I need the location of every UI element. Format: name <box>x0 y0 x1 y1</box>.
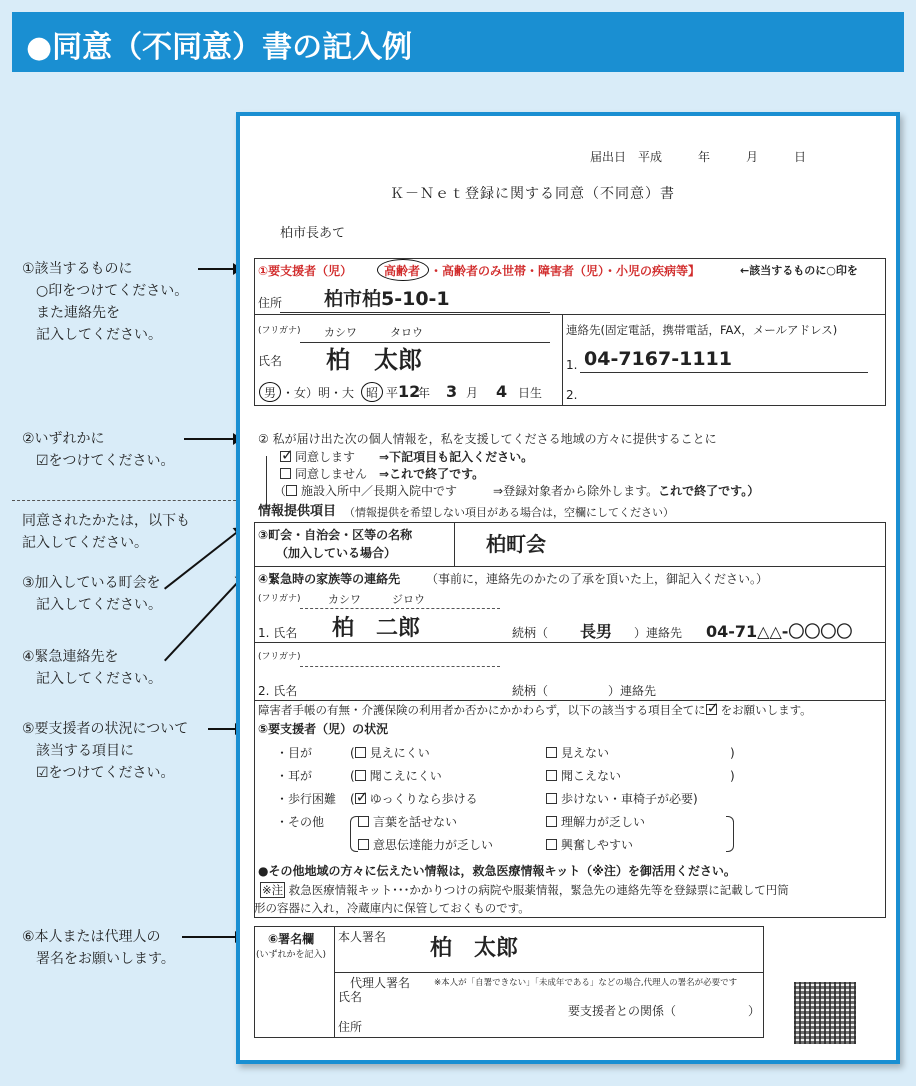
s4-relation-label: 続柄（ <box>512 626 549 640</box>
s4-furigana-line <box>300 608 500 609</box>
s2-lead: ② 私が届け出た次の個人情報を，私を支援してくださる地域の方々に提供することに <box>258 432 717 446</box>
s5-row-walk-key: ・歩行困難 <box>276 792 337 806</box>
s1-label: ①要支援者（児） <box>258 264 353 278</box>
s3-label-2: （加入している場合） <box>276 546 397 560</box>
kit-note-1: ※注 救急医療情報キット･･･かかりつけの病院や服薬情報，緊急先の連絡先等を登録票に記載して円筒 <box>262 883 789 897</box>
s3-vdivider <box>454 522 455 566</box>
gender-rest: ・女）明・大 <box>282 386 355 400</box>
s6-label: ⑥署名欄 <box>268 932 315 946</box>
info-title: 情報提供項目 <box>258 504 337 519</box>
s1-categories: ・高齢者のみ世帯・障害者（児）・小児の疾病等】 <box>430 264 701 278</box>
kit-note-2: 形の容器に入れ，冷蔵庫内に保管しておくものです。 <box>254 901 530 915</box>
brace-left <box>350 816 358 852</box>
checkbox-icon[interactable] <box>286 485 297 496</box>
checkbox-icon[interactable] <box>546 816 557 827</box>
address-underline <box>280 312 550 313</box>
birth-year: 12 <box>398 382 421 401</box>
contact1-value: 04-7167-1111 <box>584 348 732 370</box>
form-title: Ｋ－Ｎｅｔ登録に関する同意（不同意）書 <box>390 186 675 202</box>
name-value: 柏 太郎 <box>326 346 422 374</box>
day-label: 日生 <box>518 386 543 400</box>
checkbox-icon[interactable] <box>355 793 366 804</box>
s2-option-agree[interactable]: ✓同意します ⇒下記項目も記入ください。 <box>280 450 533 464</box>
arrow-4 <box>164 580 240 662</box>
s4-relation-value: 長男 <box>580 622 613 641</box>
s5-row-other2-b[interactable]: 興奮しやすい <box>546 838 633 852</box>
furigana-underline <box>300 342 550 343</box>
note-intro: 同意されたかたは，以下も 記入してください。 <box>22 513 190 551</box>
consent-form <box>236 112 900 1064</box>
signature-vdivider <box>334 926 335 1038</box>
s5-label: ⑤要支援者（児）の状況 <box>258 722 389 736</box>
contact2-no: 2. <box>566 388 578 402</box>
s1-circled-category: 高齢者 <box>384 264 421 278</box>
checkbox-icon[interactable] <box>355 747 366 758</box>
qr-code-icon <box>794 982 856 1044</box>
kit-note-tag: ※注 <box>262 883 284 897</box>
divider <box>12 500 236 501</box>
s4-phone1: 04-71△△-〇〇〇〇 <box>706 622 853 641</box>
s5-row-walk-b[interactable]: 歩けない・車椅子が必要) <box>546 792 698 806</box>
arrow-1 <box>198 268 234 270</box>
birth-month: 3 <box>446 382 458 401</box>
note-1: ①該当するものに ○印をつけてください。 また連絡先を 記入してください。 <box>22 261 189 343</box>
self-signature-label: 本人署名 <box>338 930 387 944</box>
s5-preface: 障害者手帳の有無・介護保険の利用者か否かにかかわらず，以下の該当する項目全てに✓ をお願いします。 <box>258 704 812 718</box>
checkbox-icon[interactable] <box>546 839 557 850</box>
contact1-underline <box>580 372 868 373</box>
proxy-signature-label: 代理人署名 <box>350 976 411 990</box>
s1-hint: ←該当するものに○印を <box>740 264 858 277</box>
s5-row-other-b[interactable]: 理解力が乏しい <box>546 815 645 829</box>
circle-mark <box>259 382 281 402</box>
name-label: 氏名 <box>258 354 283 368</box>
s4-name1-label: 1. 氏名 <box>258 626 298 640</box>
note-6: ⑥本人または代理人の 署名をお願いします。 <box>22 929 175 967</box>
s3-divider <box>254 566 886 567</box>
s4-contact-label: ）連絡先 <box>634 626 683 640</box>
address-label: 住所 <box>258 296 283 310</box>
contact-label: 連絡先(固定電話，携帯電話，FAX，メールアドレス) <box>566 323 838 337</box>
section-1-vdivider <box>562 314 563 406</box>
note-4: ④緊急連絡先を 記入してください。 <box>22 649 162 687</box>
proxy-signature-note: ※本人が「自署できない」「未成年である」などの場合,代理人の署名が必要です <box>434 978 738 988</box>
section-1-divider <box>254 314 886 315</box>
arrow-5 <box>208 728 236 730</box>
checkbox-icon[interactable] <box>355 770 366 781</box>
info-note: （情報提供を希望しない項目がある場合は，空欄にしてください） <box>344 506 674 519</box>
s4-note: （事前に，連絡先のかたの了承を頂いた上，御記入ください。） <box>426 572 769 586</box>
circle-mark <box>377 259 429 281</box>
s3-value: 柏町会 <box>486 532 546 556</box>
checkbox-icon[interactable] <box>280 451 291 462</box>
proxy-name-label: 氏名 <box>338 990 363 1004</box>
s4-relation2-label: 続柄（ ）連絡先 <box>512 684 657 698</box>
kit-title: ●その他地域の方々に伝えたい情報は，救急医療情報キット（※注）を御活用ください。 <box>258 864 736 878</box>
page-header <box>12 12 904 72</box>
s4-furigana-family: カシワ <box>328 593 361 606</box>
s4-divider <box>254 700 886 701</box>
s4-name2-label: 2. 氏名 <box>258 684 298 698</box>
proxy-address-label: 住所 <box>338 1020 363 1034</box>
checkbox-icon[interactable] <box>358 839 369 850</box>
s4-furigana-given: ジロウ <box>392 593 425 606</box>
s4-furigana-label: (フリガナ) <box>258 594 301 604</box>
s4-furigana-line-2 <box>300 666 500 667</box>
checkbox-icon <box>706 704 717 715</box>
checkbox-icon[interactable] <box>546 747 557 758</box>
year-label: 年 <box>418 386 431 400</box>
s5-row-walk-a[interactable]: (✓ ゆっくりなら歩ける <box>350 792 478 806</box>
circle-mark <box>361 382 383 402</box>
note-3: ③加入している町会を 記入してください。 <box>22 575 162 613</box>
self-signature-value: 柏 太郎 <box>430 936 519 961</box>
s6-sublabel: (いずれかを記入) <box>256 950 327 960</box>
note-2: ②いずれかに ☑をつけてください。 <box>22 431 175 469</box>
furigana-label: (フリガナ) <box>258 326 301 336</box>
era-label: 平 <box>386 386 399 400</box>
s5-row-eyes-b[interactable]: 見えない <box>546 746 609 760</box>
brace-right <box>726 816 734 852</box>
checkbox-icon[interactable] <box>280 468 291 479</box>
date-line: 届出日 平成 年 月 日 <box>590 150 807 164</box>
arrow-2 <box>184 438 234 440</box>
bracket-line <box>266 456 267 508</box>
address-value: 柏市柏5-10-1 <box>324 288 450 310</box>
s3-label-1: ③町会・自治会・区等の名称 <box>258 528 413 542</box>
gender-male: 男 <box>264 386 277 400</box>
s4-furigana-label-2: (フリガナ) <box>258 652 301 662</box>
contact1-no: 1. <box>566 358 578 372</box>
s5-row-ears-key: ・耳が <box>276 769 313 783</box>
s5-row-eyes-key: ・目が <box>276 746 313 760</box>
proxy-relation-label: 要支援者との関係（ ） <box>568 1004 761 1018</box>
checkbox-icon[interactable] <box>358 816 369 827</box>
checkbox-icon[interactable] <box>546 770 557 781</box>
birth-day: 4 <box>496 382 508 401</box>
s4-row-divider <box>254 642 886 643</box>
furigana-given: タロウ <box>390 326 423 339</box>
s5-row-ears-b[interactable]: 聞こえない <box>546 769 621 783</box>
s2-option-excluded[interactable]: （ 施設入所中／長期入院中です ⇒登録対象者から除外します。これで終了です。） <box>274 484 760 498</box>
s2-option-disagree[interactable]: 同意しません ⇒これで終了です。 <box>280 467 484 481</box>
s4-label: ④緊急時の家族等の連絡先 <box>258 572 401 586</box>
checkbox-icon[interactable] <box>546 793 557 804</box>
s5-row-eyes-a[interactable]: ( 見えにくい <box>350 746 430 760</box>
s5-row-ears-a[interactable]: ( 聞こえにくい <box>350 769 442 783</box>
s5-row-other2-a[interactable]: 意思伝達能力が乏しい <box>358 838 493 852</box>
era-showa: 昭 <box>366 386 379 400</box>
page-title: ●同意（不同意）書の記入例 <box>26 30 413 65</box>
arrow-6 <box>182 936 236 938</box>
signature-divider <box>334 972 764 973</box>
s5-row-other-key: ・その他 <box>276 815 325 829</box>
furigana-family: カシワ <box>324 326 357 339</box>
month-label: 月 <box>466 386 479 400</box>
note-5: ⑤要支援者の状況について 該当する項目に ☑をつけてください。 <box>22 721 189 781</box>
addressee: 柏市長あて <box>280 226 346 241</box>
s5-row-other-a[interactable]: 言葉を話せない <box>358 815 457 829</box>
s4-name1-value: 柏 二郎 <box>332 616 421 641</box>
paren-close: ) <box>730 769 735 783</box>
paren-close: ) <box>730 746 735 760</box>
